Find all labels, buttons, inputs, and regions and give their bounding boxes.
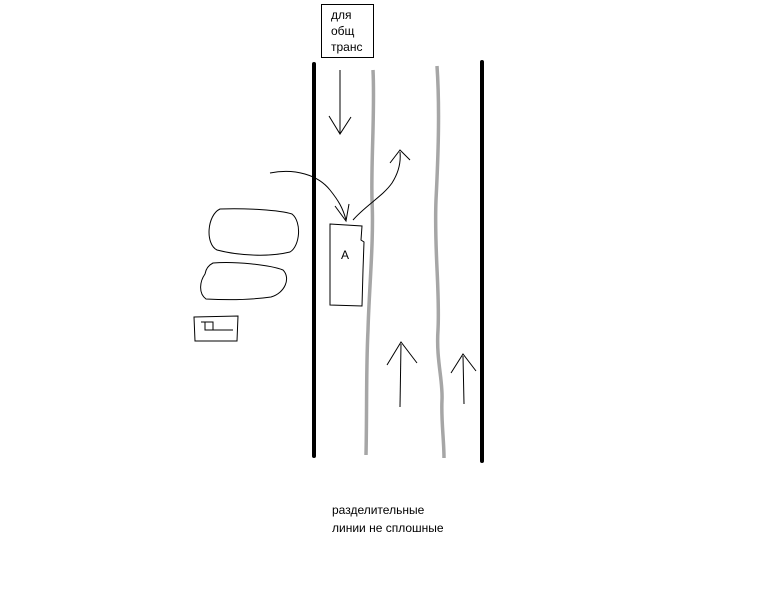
lane-divider-left — [366, 70, 374, 455]
roadside-object-top — [209, 209, 299, 255]
roadside-small-object — [194, 316, 238, 341]
lane-divider-right — [436, 66, 444, 458]
divider-note — [332, 501, 444, 537]
sign-line-3: транс — [331, 40, 363, 54]
sign-line-2: общ — [331, 24, 355, 38]
sign-line-1: для — [331, 8, 352, 22]
up-arrow-icon-lane-3 — [451, 354, 476, 404]
up-arrow-icon-lane-2 — [387, 342, 417, 407]
roadside-object-bottom — [201, 262, 287, 299]
turn-in-arrow-icon — [270, 171, 349, 221]
car-a — [330, 224, 364, 306]
car-label: A — [341, 248, 350, 262]
note-line-1: разделительные — [332, 503, 425, 517]
down-arrow-icon — [329, 70, 351, 134]
note-line-2: линии не сплошные — [332, 521, 444, 535]
public-transport-sign — [321, 4, 374, 58]
car-exit-arrow-icon — [353, 150, 410, 220]
